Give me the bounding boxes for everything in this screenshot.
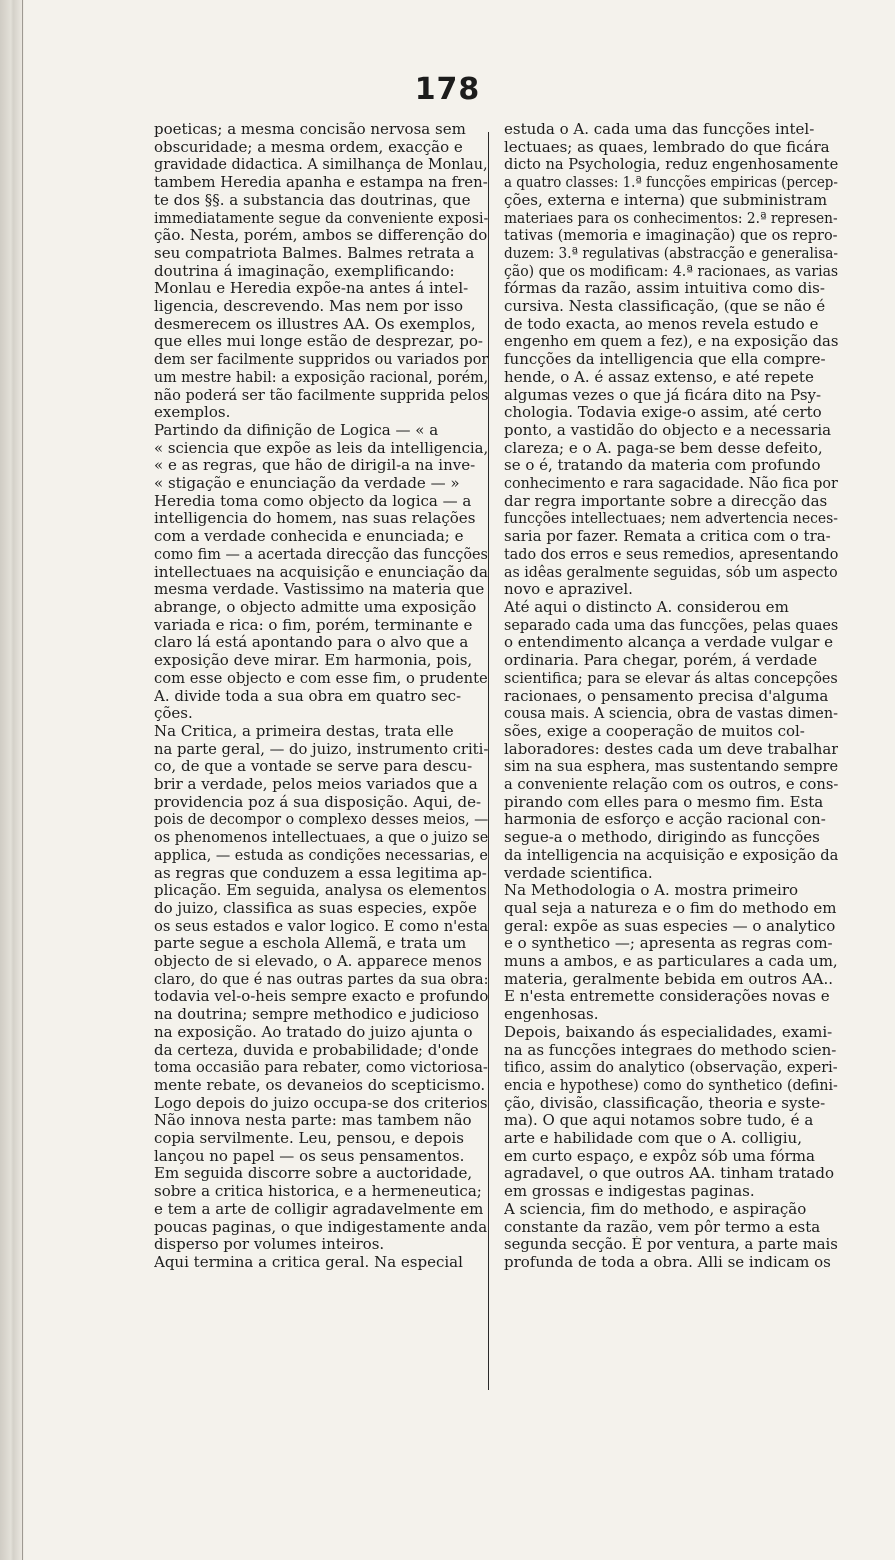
- text-line: A sciencia, fim do methodo, e aspiração: [504, 1200, 807, 1218]
- right-text-column: [504, 121, 838, 1272]
- text-line: estuda o A. cada uma das funcções intel-: [504, 121, 815, 138]
- text-line: arte e habilidade com que o A. colligiu,: [504, 1130, 802, 1148]
- text-line: intellectuaes na acquisição e enunciação da: [154, 563, 488, 581]
- text-line: o entendimento alcança a verdade vulgar e: [504, 634, 834, 652]
- text-line: algumas vezes o que já ficára dito na Psy-: [504, 386, 822, 404]
- text-line: Heredia toma como objecto da logica — a: [154, 492, 472, 510]
- text-line: chologia. Todavia exige-o assim, até certo: [504, 404, 822, 422]
- text-line: « stigação e enunciação da verdade — »: [154, 475, 460, 493]
- page-number: 178: [414, 72, 481, 107]
- text-line: copia servilmente. Leu, pensou, e depois: [154, 1130, 464, 1148]
- text-line: clareza; e o A. paga-se bem desse defeito,: [504, 439, 823, 457]
- text-line: E n'esta entremette considerações novas e: [504, 988, 830, 1006]
- text-line: na parte geral, — do juizo, instrumento criti-: [154, 740, 488, 758]
- text-line: fórmas da razão, assim intuitiva como dis-: [504, 280, 825, 298]
- text-line: intelligencia do homem, nas suas relações: [154, 510, 476, 528]
- text-line: tambem Heredia apanha e estampa na fren-: [154, 174, 488, 192]
- text-line: scientifica; para se elevar ás altas concepções: [504, 669, 838, 687]
- text-line: na doutrina; sempre methodico e judicioso: [154, 1006, 480, 1024]
- text-line: poucas paginas, o que indigestamente anda: [154, 1218, 488, 1236]
- text-line: claro, do que é nas outras partes da sua obra:: [154, 970, 488, 988]
- text-line: Não innova nesta parte: mas tambem não: [154, 1112, 472, 1130]
- text-line: verdade scientifica.: [504, 864, 653, 882]
- text-line: em curto espaço, e expôz sób uma fórma: [504, 1147, 815, 1165]
- text-line: as idêas geralmente seguidas, sób um aspecto: [504, 563, 838, 581]
- text-line: funcções intellectuaes; nem advertencia neces-: [504, 510, 838, 528]
- text-line: separado cada uma das funcções, pelas quaes: [504, 616, 838, 634]
- text-line: objecto de si elevado, o A. apparece menos: [154, 953, 482, 971]
- text-line: racionaes, o pensamento precisa d'alguma: [504, 687, 829, 705]
- text-line: lectuaes; as quaes, lembrado do que ficára: [504, 138, 830, 156]
- text-line: obscuridade; a mesma ordem, exacção e: [154, 138, 463, 156]
- text-line: ligencia, descrevendo. Mas nem por isso: [154, 298, 464, 316]
- text-line: Na Critica, a primeira destas, trata elle: [154, 722, 454, 740]
- text-line: da certeza, duvida e probabilidade; d'onde: [154, 1041, 479, 1059]
- text-line: ção) que os modificam: 4.ª racionaes, as varias: [504, 262, 838, 280]
- column-divider: [488, 132, 489, 1390]
- left-text-column: [154, 121, 488, 1272]
- text-line: a quatro classes: 1.ª funcções empiricas (percep-: [504, 174, 838, 192]
- text-line: poeticas; a mesma concisão nervosa sem: [154, 121, 466, 138]
- text-line: ção. Nesta, porém, ambos se differenção do: [154, 227, 488, 245]
- text-line: engenho em quem a fez), e na exposição das: [504, 333, 838, 351]
- text-line: Até aqui o distincto A. considerou em: [504, 598, 789, 616]
- text-line: os seus estados e valor logico. E como n'esta: [154, 917, 488, 935]
- text-line: laboradores: destes cada um deve trabalhar: [504, 740, 838, 758]
- text-line: materia, geralmente bebida em outros AA..: [504, 970, 833, 988]
- text-line: parte segue a eschola Allemã, e trata um: [154, 935, 467, 953]
- text-line: Depois, baixando ás especialidades, exami-: [504, 1023, 833, 1041]
- text-line: tifico, assim do analytico (observação, experi-: [504, 1059, 838, 1077]
- text-line: e o synthetico —; apresenta as regras com-: [504, 935, 833, 953]
- text-line: sim na sua esphera, mas sustentando sempre: [504, 758, 838, 776]
- text-line: desmerecem os illustres AA. Os exemplos,: [154, 315, 476, 333]
- text-line: immediatamente segue da conveniente exposi-: [154, 209, 488, 227]
- text-line: muns a ambos, e as particulares a cada um,: [504, 953, 838, 971]
- text-line: Aqui termina a critica geral. Na especial: [154, 1254, 463, 1271]
- text-line: co, de que a vontade se serve para descu-: [154, 758, 473, 776]
- text-line: todavia vel-o-heis sempre exacto e profundo: [154, 988, 488, 1006]
- text-line: funcções da intelligencia que ella compre-: [504, 351, 826, 369]
- text-line: qual seja a natureza e o fim do methodo em: [504, 899, 837, 917]
- text-line: ma). O que aqui notamos sobre tudo, é a: [504, 1112, 814, 1130]
- text-line: com esse objecto e com esse fim, o prudente: [154, 669, 488, 687]
- text-line: dem ser facilmente suppridos ou variados por: [154, 351, 488, 369]
- binding-edge: [22, 0, 23, 1560]
- text-line: brir a verdade, pelos meios variados que a: [154, 776, 478, 794]
- text-line: Partindo da difinição de Logica — « a: [154, 421, 439, 439]
- text-line: dar regra importante sobre a direcção das: [504, 492, 828, 510]
- text-line: como fim — a acertada direcção das funcções: [154, 545, 488, 563]
- text-line: de todo exacta, ao menos revela estudo e: [504, 315, 819, 333]
- text-line: os phenomenos intellectuaes, a que o juizo se: [154, 829, 488, 847]
- text-line: conhecimento e rara sagacidade. Não fica por: [504, 475, 838, 493]
- text-line: saria por fazer. Remata a critica com o tra-: [504, 528, 831, 546]
- text-line: abrange, o objecto admitte uma exposição: [154, 598, 477, 616]
- text-line: que elles mui longe estão de desprezar, po-: [154, 333, 483, 351]
- text-line: te dos §§. a substancia das doutrinas, que: [154, 191, 471, 209]
- text-line: duzem: 3.ª regulativas (abstracção e generalisa-: [504, 244, 838, 262]
- text-line: lançou no papel — os seus pensamentos.: [154, 1147, 465, 1165]
- text-line: geral: expõe as suas especies — o analytico: [504, 917, 836, 935]
- text-line: do juizo, classifica as suas especies, expõe: [154, 899, 477, 917]
- text-line: pois de decompor o complexo desses meios, —: [154, 811, 488, 829]
- text-line: na as funcções integraes do methodo scien-: [504, 1041, 837, 1059]
- text-line: exemplos.: [154, 404, 231, 422]
- text-line: ponto, a vastidão do objecto e a necessaria: [504, 421, 832, 439]
- text-line: sões, exige a cooperação de muitos col-: [504, 722, 805, 740]
- text-line: Em seguida discorre sobre a auctoridade,: [154, 1165, 473, 1183]
- text-line: encia e hypothese) como do synthetico (defini-: [504, 1076, 838, 1094]
- text-line: Na Methodologia o A. mostra primeiro: [504, 882, 799, 900]
- text-line: doutrina á imaginação, exemplificando:: [154, 262, 455, 280]
- text-line: um mestre habil: a exposição racional, porém,: [154, 368, 488, 386]
- text-line: ordinaria. Para chegar, porém, á verdade: [504, 652, 818, 670]
- text-line: ções.: [154, 705, 193, 723]
- text-line: tado dos erros e seus remedios, apresentando: [504, 545, 838, 563]
- text-line: plicação. Em seguida, analysa os elementos: [154, 882, 487, 900]
- text-line: Logo depois do juizo occupa-se dos criterios: [154, 1094, 488, 1112]
- text-line: em grossas e indigestas paginas.: [504, 1183, 755, 1201]
- text-line: Monlau e Heredia expõe-na antes á intel-: [154, 280, 469, 298]
- text-line: ção, divisão, classificação, theoria e syste-: [504, 1094, 826, 1112]
- text-line: segue-a o methodo, dirigindo as funcções: [504, 829, 820, 847]
- text-line: a conveniente relação com os outros, e cons-: [504, 776, 838, 794]
- book-binding-shadow: [0, 0, 24, 1560]
- text-line: materiaes para os conhecimentos: 2.ª represen-: [504, 209, 838, 227]
- text-line: exposição deve mirar. Em harmonia, pois,: [154, 652, 473, 670]
- text-line: profunda de toda a obra. Alli se indicam os: [504, 1254, 831, 1271]
- text-line: sobre a critica historica, e a hermeneutica;: [154, 1183, 482, 1201]
- text-line: e tem a arte de colligir agradavelmente em: [154, 1200, 484, 1218]
- text-line: « sciencia que expõe as leis da intelligencia,: [154, 439, 488, 457]
- text-line: agradavel, o que outros AA. tinham tratado: [504, 1165, 835, 1183]
- text-line: cursiva. Nesta classificação, (que se não é: [504, 298, 826, 316]
- text-line: cousa mais. A sciencia, obra de vastas dimen-: [504, 705, 838, 723]
- text-line: segunda secção. É por ventura, a parte mais: [504, 1236, 838, 1254]
- text-line: disperso por volumes inteiros.: [154, 1236, 385, 1254]
- text-line: tativas (memoria e imaginação) que os repro-: [504, 227, 838, 245]
- text-line: providencia poz á sua disposição. Aqui, de-: [154, 793, 482, 811]
- text-line: com a verdade conhecida e enunciada; e: [154, 528, 464, 546]
- text-line: na exposição. Ao tratado do juizo ajunta o: [154, 1023, 473, 1041]
- text-line: claro lá está apontando para o alvo que a: [154, 634, 469, 652]
- text-line: toma occasião para rebater, como victoriosa-: [154, 1059, 488, 1077]
- text-line: « e as regras, que hão de dirigil-a na inve-: [154, 457, 476, 475]
- text-line: não poderá ser tão facilmente supprida pelos: [154, 386, 488, 404]
- text-line: dicto na Psychologia, reduz engenhosamente: [504, 156, 838, 174]
- text-line: mesma verdade. Vastissimo na materia que: [154, 581, 485, 599]
- text-line: novo e aprazivel.: [504, 581, 633, 599]
- text-line: da intelligencia na acquisição e exposição da: [504, 846, 838, 864]
- text-line: gravidade didactica. A similhança de Monlau,: [154, 156, 488, 174]
- text-line: engenhosas.: [504, 1006, 599, 1024]
- text-line: ções, externa e interna) que subministram: [504, 191, 828, 209]
- text-line: hende, o A. é assaz extenso, e até repete: [504, 368, 814, 386]
- text-line: se o é, tratando da materia com profundo: [504, 457, 821, 475]
- text-line: variada e rica: o fim, porém, terminante e: [154, 616, 473, 634]
- text-line: pirando com elles para o mesmo fim. Esta: [504, 793, 824, 811]
- text-line: as regras que conduzem a essa legitima ap-: [154, 864, 487, 882]
- text-line: applica, — estuda as condições necessarias, e: [154, 846, 488, 864]
- text-line: mente rebate, os devaneios do scepticismo.: [154, 1076, 486, 1094]
- text-line: harmonia de esforço e acção racional con-: [504, 811, 826, 829]
- text-line: constante da razão, vem pôr termo a esta: [504, 1218, 821, 1236]
- text-line: A. divide toda a sua obra em quatro sec-: [154, 687, 462, 705]
- text-line: seu compatriota Balmes. Balmes retrata a: [154, 244, 475, 262]
